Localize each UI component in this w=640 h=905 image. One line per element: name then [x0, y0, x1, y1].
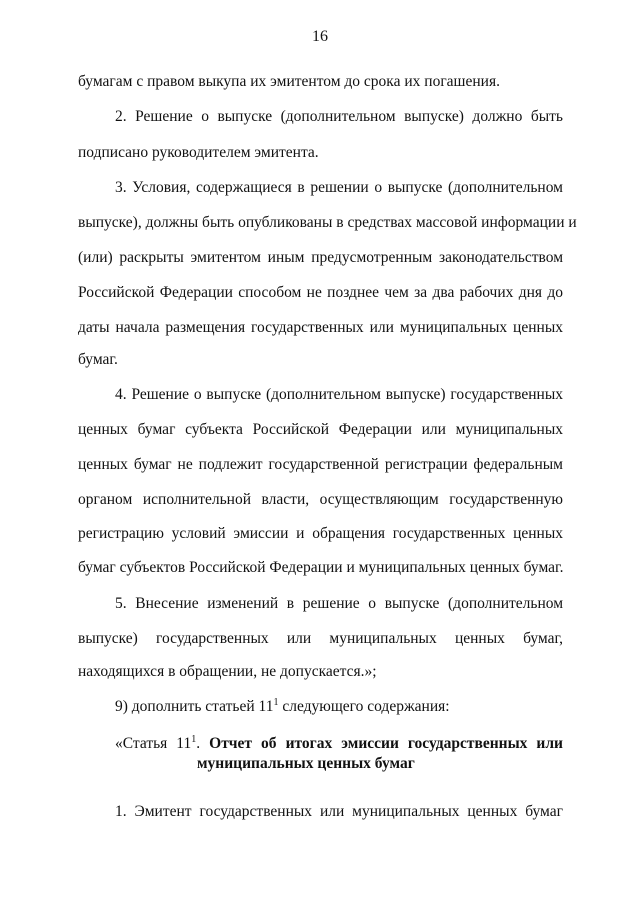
article-heading: [115, 734, 563, 774]
paragraph-4-line-5: регистрацию условий эмиссии и обращения государственных ценных: [78, 525, 563, 542]
paragraph-5-line-3: находящихся в обращении, не допускается.»;: [78, 663, 377, 680]
article-title-part-1: Отчет об итогах эмиссии государственных или: [209, 735, 563, 752]
paragraph-5-line-1: 5. Внесение изменений в решение о выпуске (дополнительном: [115, 595, 563, 612]
paragraph-2-line-2: подписано руководителем эмитента.: [78, 144, 319, 161]
article-label-dot: .: [196, 735, 201, 752]
amendment-item-9-text-end: следующего содержания:: [278, 698, 450, 715]
paragraph-3-line-5: даты начала размещения государственных или муниципальных ценных: [78, 319, 563, 336]
page-number: 16: [312, 28, 328, 45]
article-title-part-2: муниципальных ценных бумаг: [197, 755, 415, 772]
paragraph-4-line-4: органом исполнительной власти, осуществляющим государственную: [78, 491, 563, 508]
paragraph-3-line-3: (или) раскрыты эмитентом иным предусмотренным законодательством: [78, 249, 563, 266]
paragraph-4-line-3: ценных бумаг не подлежит государственной регистрации федеральным: [78, 456, 563, 473]
paragraph-3-line-1: 3. Условия, содержащиеся в решении о выпуске (дополнительном: [115, 179, 563, 196]
amendment-item-9-text: 9) дополнить статьей 11: [115, 698, 274, 715]
article-label: «Статья 11: [115, 735, 192, 752]
paragraph-3-line-4: Российской Федерации способом не позднее чем за два рабочих дня до: [78, 284, 563, 301]
article-label-superscript: 1: [191, 734, 197, 745]
paragraph-3-line-6: бумаг.: [78, 351, 118, 368]
paragraph-5-line-2: выпуске) государственных или муниципальных ценных бумаг,: [78, 630, 563, 647]
superscript: 1: [273, 697, 279, 708]
paragraph-3-line-2: выпуске), должны быть опубликованы в средствах массовой информации и: [78, 214, 577, 231]
text-line: бумагам с правом выкупа их эмитентом до срока их погашения.: [78, 73, 500, 90]
paragraph-4-line-1: 4. Решение о выпуске (дополнительном выпуске) государственных: [115, 386, 563, 403]
paragraph-4-line-6: бумаг субъектов Российской Федерации и муниципальных ценных бумаг.: [78, 559, 564, 576]
paragraph-4-line-2: ценных бумаг субъекта Российской Федерации или муниципальных: [78, 421, 563, 438]
article-heading-line-1: [115, 734, 563, 754]
amendment-item-9: [115, 697, 563, 717]
paragraph-2-line-1: 2. Решение о выпуске (дополнительном выпуске) должно быть: [115, 108, 563, 125]
article-paragraph-1-line-1: 1. Эмитент государственных или муниципальных ценных бумаг: [115, 803, 563, 820]
